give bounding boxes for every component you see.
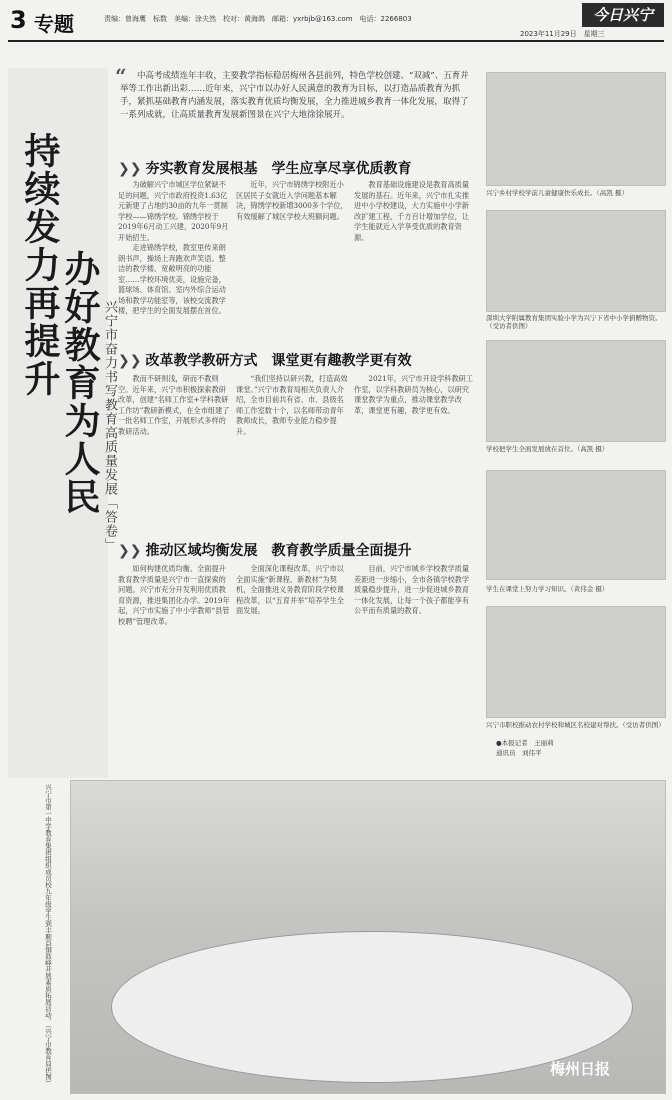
photo-caption: 学校把学生全面发展放在首位。（高凯 摄） (486, 445, 609, 453)
paragraph: 教育基础设施建设是教育高质量发展的基石。近年来，兴宁市扎实推进中小学校建设，大力实施中小学新改扩建工程，千方百计增加学位，让学生能就近入学享受优质的教育资源。 (354, 180, 470, 242)
newspaper-brand: 今日兴宁 (582, 3, 664, 27)
headline-line-2: 办好教育为人民 (59, 250, 101, 516)
photo-donation-ceremony (486, 210, 666, 312)
big-photo-caption: 兴宁市第一中学教育集团组织成员校九年级学生到丰顺县铜鼓峰开展素质拓展活动。（兴宁市教育局供图） (44, 784, 52, 1087)
paragraph: 目前，兴宁市城乡学校教学质量差距进一步缩小，全市各镇学校教学质量稳步提升，进一步促进城乡教育一体化发展，让每一个孩子都能享有公平而有质量的教育。 (354, 564, 470, 615)
paragraph: 为破解兴宁市城区学位紧缺不足的问题，兴宁市政府投资1.63亿元新建了占地约30亩的九年一贯制学校——锦绣学校。锦绣学校于2019年6月动工兴建，2020年9月开始招生。 (118, 180, 229, 242)
byline-reporter: ●本报记者 王丽莉 (496, 739, 554, 747)
byline-correspondent: 通讯员 刘伟平 (496, 749, 542, 757)
photo-classroom (486, 470, 666, 580)
chevron-icon: ❯❯ (118, 353, 142, 369)
paragraph: 走进锦绣学校，教室里传来朗朗书声，操场上奔跑欢声笑语。整洁的教学楼、宽敞明亮的功能室……学校环境优美，设施完备，篮球场、体育馆、室内外综合运动场和教学功能室等，该校交流教学楼，把学生的全面发展摆在首位。 (118, 243, 226, 315)
page-number: 3 (10, 6, 27, 34)
paragraph: “我们坚持以研兴教，打造高效课堂。”兴宁市教育局相关负责人介绍，全市目前共有省、市、县级名师工作室数十个，以名师带动青年教师成长，教师专业能力稳步提升。 (236, 374, 348, 436)
section-3-column-1 (118, 564, 230, 764)
photo-school-visit (486, 606, 666, 718)
section-name: 专题 (34, 12, 74, 36)
quote-mark: “ (115, 64, 127, 88)
section-heading-2: ❯❯ 改革教学教研方式 课堂更有趣教学更有效 (118, 353, 412, 369)
paragraph: 2021年，兴宁市开设学科教研工作室，以学科教研员为核心，以研究课堂教学为重点，推动课堂教学改革，课堂更有趣，教学更有效。 (354, 374, 473, 415)
photo-children-slide (486, 72, 666, 186)
section-1-column-3 (354, 180, 476, 330)
photo-caption: 兴宁市职校推动农村学校和城区名校建对帮扶。（受访者供图） (486, 721, 665, 729)
photo-caption: 学生在课堂上努力学习知识。（黄伟金 摄） (486, 585, 609, 593)
section-1-column-2 (236, 180, 348, 330)
section-2-column-3 (354, 374, 476, 524)
issue-date: 2023年11月29日 星期三 (520, 30, 605, 38)
chevron-icon: ❯❯ (118, 161, 142, 177)
section-2-column-1 (118, 374, 230, 524)
photo-caption: 兴宁乡村学校学前儿童健康快乐成长。（高凯 摄） (486, 189, 628, 197)
section-3-column-3 (354, 564, 476, 764)
chevron-icon: ❯❯ (118, 543, 142, 559)
header-rule (8, 40, 664, 42)
section-heading-3: ❯❯ 推动区域均衡发展 教育教学质量全面提升 (118, 543, 412, 559)
photo-caption: 深圳大学附属教育集团实验小学为兴宁下省中小学捐赠物资。（受访者供图） (486, 314, 662, 330)
photo-students-soccer (486, 340, 666, 442)
headline-line-1: 持续发力再提升 (19, 132, 61, 398)
section-3-column-2 (236, 564, 348, 764)
watermark: 梅州日报 (550, 1060, 611, 1078)
paragraph: 全面深化课程改革，兴宁市以全面实施“新课程、新教材”为契机，全面推进义务教育阶段学校课程改革，以“五育并举”培养学生全面发展。 (236, 564, 344, 615)
photo-students-circle-activity (70, 780, 666, 1094)
paragraph: 近年，兴宁市锦绣学校附近小区居民子女就近入学问题基本解决，锦绣学校新增3000多个学位，有效缓解了城区学校大班额问题。 (236, 180, 348, 221)
paragraph: 如何构建优质均衡、全面提升教育教学质量是兴宁市一直探索的问题。兴宁市充分开发利用优质教育资源，推进集团化办学。2019年起，兴宁市实施了中小学教师“县管校聘”管理改革。 (118, 564, 230, 626)
section-heading-1: ❯❯ 夯实教育发展根基 学生应享尽享优质教育 (118, 161, 412, 177)
section-2-column-2 (236, 374, 348, 524)
byline (496, 738, 554, 758)
paragraph: 教而不研则浅，研而不教则空。近年来，兴宁市积极探索教研改革，创建“名师工作室+学科教研工作坊”教研新模式，在全市组建了一批名师工作室，开展形式多样的教研活动。 (118, 374, 230, 436)
section-1-column-1 (118, 180, 230, 330)
editor-credits: 责编：曾海鹰 标数 美编：涂夫然 校对：黄海鸽 邮箱：yxrbjb@163.com 电话：2266803 (104, 15, 412, 23)
lead-paragraph: 中高考成绩连年丰收，主要教学指标稳居梅州各县前列，特色学校创建、“双减”、五育并举等工作出新出彩……近年来，兴宁市以办好人民满意的教育为目标，以打造品质教育为抓手，紧抓基础教育内涵发展，落实教育优质均衡发展，全力推进城乡教育一体化发展，取得了一系列成就，让高质量教育发展新图景在兴宁大地徐徐展开。 (120, 71, 469, 120)
headline-subtitle: 兴宁市奋力书写教育高质量发展「答卷」 (102, 300, 117, 552)
